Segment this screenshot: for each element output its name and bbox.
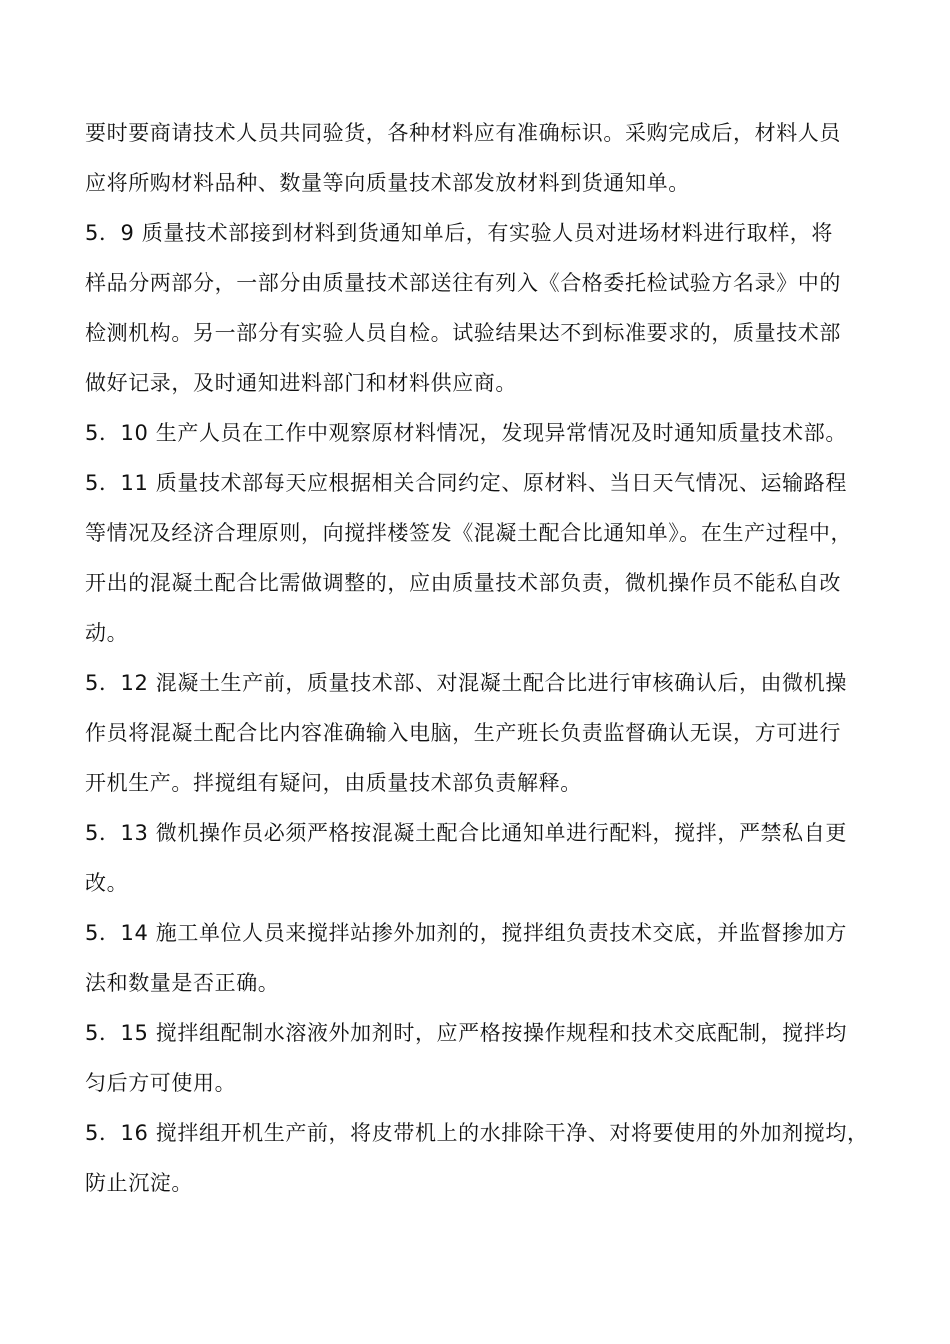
text-line: 5．11 质量技术部每天应根据相关合同约定、原材料、当日天气情况、运输路程 xyxy=(85,471,847,495)
text-line: 等情况及经济合理原则，向搅拌楼签发《混凝土配合比通知单》。在生产过程中， xyxy=(85,521,853,545)
text-line: 开出的混凝土配合比需做调整的，应由质量技术部负责，微机操作员不能私自改 xyxy=(85,571,841,595)
text-line: 5．12 混凝土生产前，质量技术部、对混凝土配合比进行审核确认后，由微机操 xyxy=(85,671,847,695)
text-line: 改。 xyxy=(85,871,129,895)
text-line: 5．15 搅拌组配制水溶液外加剂时，应严格按操作规程和技术交底配制，搅拌均 xyxy=(85,1021,847,1045)
text-line: 防止沉淀。 xyxy=(85,1171,193,1195)
text-line: 检测机构。另一部分有实验人员自检。试验结果达不到标准要求的，质量技术部 xyxy=(85,321,841,345)
text-line: 5．10 生产人员在工作中观察原材料情况，发现异常情况及时通知质量技术部。 xyxy=(85,421,847,445)
text-line: 法和数量是否正确。 xyxy=(85,971,280,995)
text-line: 5．16 搅拌组开机生产前，将皮带机上的水排除干净、对将要使用的外加剂搅均， xyxy=(85,1121,869,1145)
text-line: 开机生产。拌搅组有疑问，由质量技术部负责解释。 xyxy=(85,771,582,795)
text-line: 动。 xyxy=(85,621,129,645)
text-line: 匀后方可使用。 xyxy=(85,1071,237,1095)
text-line: 作员将混凝土配合比内容准确输入电脑，生产班长负责监督确认无误，方可进行 xyxy=(85,721,841,745)
text-line: 样品分两部分，一部分由质量技术部送往有列入《合格委托检试验方名录》中的 xyxy=(85,271,841,295)
text-line: 应将所购材料品种、数量等向质量技术部发放材料到货通知单。 xyxy=(85,171,690,195)
text-line: 做好记录，及时通知进料部门和材料供应商。 xyxy=(85,371,517,395)
text-line: 5．13 微机操作员必须严格按混凝土配合比通知单进行配料，搅拌，严禁私自更 xyxy=(85,821,847,845)
text-line: 5．14 施工单位人员来搅拌站掺外加剂的，搅拌组负责技术交底，并监督掺加方 xyxy=(85,921,847,945)
text-line: 要时要商请技术人员共同验货，各种材料应有准确标识。采购完成后，材料人员 xyxy=(85,121,841,145)
text-line: 5．9 质量技术部接到材料到货通知单后，有实验人员对进场材料进行取样，将 xyxy=(85,221,833,245)
